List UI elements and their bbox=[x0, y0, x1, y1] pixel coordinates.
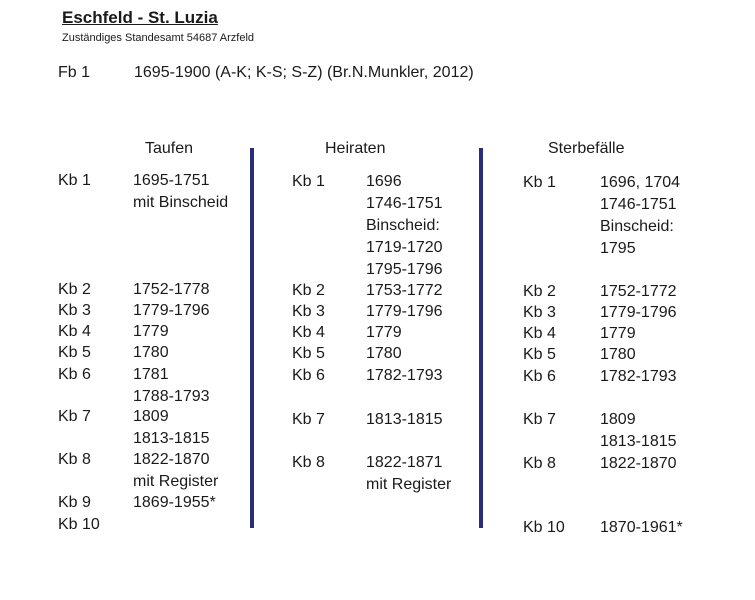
sterbefaelle-entry-value: 1813-1815 bbox=[600, 433, 677, 450]
page-subtitle: Zuständiges Standesamt 54687 Arzfeld bbox=[62, 32, 255, 44]
sterbefaelle-kb-label: Kb 4 bbox=[523, 325, 556, 342]
sterbefaelle-kb-label: Kb 10 bbox=[523, 519, 565, 536]
sterbefaelle-entry-value: 1809 bbox=[600, 411, 636, 428]
heiraten-kb-label: Kb 1 bbox=[292, 173, 325, 190]
sterbefaelle-entry-value: 1746-1751 bbox=[600, 196, 677, 213]
heiraten-kb-label: Kb 3 bbox=[292, 303, 325, 320]
sterbefaelle-entry-value: 1782-1793 bbox=[600, 368, 677, 385]
taufen-kb-label: Kb 5 bbox=[58, 344, 91, 361]
column-divider bbox=[479, 148, 483, 528]
heiraten-entry-value: Binscheid: bbox=[366, 217, 440, 234]
taufen-entry-value: mit Binscheid bbox=[133, 194, 229, 211]
sterbefaelle-entry-value: 1696, 1704 bbox=[600, 174, 681, 191]
sterbefaelle-entry-value: 1780 bbox=[600, 346, 636, 363]
sterbefaelle-kb-label: Kb 1 bbox=[523, 174, 556, 191]
fb-label: Fb 1 bbox=[58, 64, 91, 81]
heiraten-entry-value: mit Register bbox=[366, 476, 452, 493]
page-title: Eschfeld - St. Luzia bbox=[62, 8, 218, 27]
sterbefaelle-entry-value: 1870-1961* bbox=[600, 519, 683, 536]
taufen-kb-label: Kb 7 bbox=[58, 408, 91, 425]
heiraten-entry-value: 1795-1796 bbox=[366, 261, 443, 278]
taufen-kb-label: Kb 4 bbox=[58, 323, 91, 340]
heiraten-entry-value: 1779-1796 bbox=[366, 303, 443, 320]
taufen-entry-value: 1809 bbox=[133, 408, 169, 425]
taufen-kb-label: Kb 2 bbox=[58, 281, 91, 298]
sterbefaelle-entry-value: 1752-1772 bbox=[600, 283, 677, 300]
column-header-taufen: Taufen bbox=[145, 140, 194, 157]
heiraten-kb-label: Kb 7 bbox=[292, 411, 325, 428]
taufen-entry-value: mit Register bbox=[133, 473, 219, 490]
fb-text: 1695-1900 (A-K; K-S; S-Z) (Br.N.Munkler, 2012) bbox=[134, 64, 474, 81]
taufen-entry-value: 1822-1870 bbox=[133, 451, 210, 468]
heiraten-entry-value: 1813-1815 bbox=[366, 411, 443, 428]
column-header-heiraten: Heiraten bbox=[325, 140, 386, 157]
sterbefaelle-entry-value: 1779 bbox=[600, 325, 636, 342]
sterbefaelle-kb-label: Kb 6 bbox=[523, 368, 556, 385]
heiraten-kb-label: Kb 6 bbox=[292, 367, 325, 384]
sterbefaelle-kb-label: Kb 3 bbox=[523, 304, 556, 321]
taufen-kb-label: Kb 9 bbox=[58, 494, 91, 511]
taufen-entry-value: 1752-1778 bbox=[133, 281, 210, 298]
sterbefaelle-entry-value: 1795 bbox=[600, 240, 636, 257]
taufen-entry-value: 1788-1793 bbox=[133, 388, 210, 405]
heiraten-kb-label: Kb 8 bbox=[292, 454, 325, 471]
taufen-kb-label: Kb 1 bbox=[58, 172, 91, 189]
sterbefaelle-kb-label: Kb 8 bbox=[523, 455, 556, 472]
taufen-kb-label: Kb 6 bbox=[58, 366, 91, 383]
heiraten-entry-value: 1753-1772 bbox=[366, 282, 443, 299]
column-divider bbox=[250, 148, 254, 528]
sterbefaelle-entry-value: 1822-1870 bbox=[600, 455, 677, 472]
heiraten-entry-value: 1780 bbox=[366, 345, 402, 362]
sterbefaelle-kb-label: Kb 2 bbox=[523, 283, 556, 300]
heiraten-entry-value: 1782-1793 bbox=[366, 367, 443, 384]
taufen-entry-value: 1695-1751 bbox=[133, 172, 210, 189]
taufen-entry-value: 1813-1815 bbox=[133, 430, 210, 447]
sterbefaelle-kb-label: Kb 5 bbox=[523, 346, 556, 363]
taufen-kb-label: Kb 10 bbox=[58, 516, 100, 533]
taufen-entry-value: 1780 bbox=[133, 344, 169, 361]
heiraten-entry-value: 1696 bbox=[366, 173, 402, 190]
taufen-entry-value: 1781 bbox=[133, 366, 169, 383]
taufen-entry-value: 1869-1955* bbox=[133, 494, 216, 511]
heiraten-entry-value: 1822-1871 bbox=[366, 454, 443, 471]
sterbefaelle-kb-label: Kb 7 bbox=[523, 411, 556, 428]
heiraten-kb-label: Kb 2 bbox=[292, 282, 325, 299]
heiraten-kb-label: Kb 4 bbox=[292, 324, 325, 341]
heiraten-entry-value: 1719-1720 bbox=[366, 239, 443, 256]
taufen-kb-label: Kb 8 bbox=[58, 451, 91, 468]
sterbefaelle-entry-value: 1779-1796 bbox=[600, 304, 677, 321]
taufen-kb-label: Kb 3 bbox=[58, 302, 91, 319]
taufen-entry-value: 1779 bbox=[133, 323, 169, 340]
heiraten-entry-value: 1779 bbox=[366, 324, 402, 341]
taufen-entry-value: 1779-1796 bbox=[133, 302, 210, 319]
sterbefaelle-entry-value: Binscheid: bbox=[600, 218, 674, 235]
heiraten-kb-label: Kb 5 bbox=[292, 345, 325, 362]
column-header-sterbefaelle: Sterbefälle bbox=[548, 140, 625, 157]
heiraten-entry-value: 1746-1751 bbox=[366, 195, 443, 212]
